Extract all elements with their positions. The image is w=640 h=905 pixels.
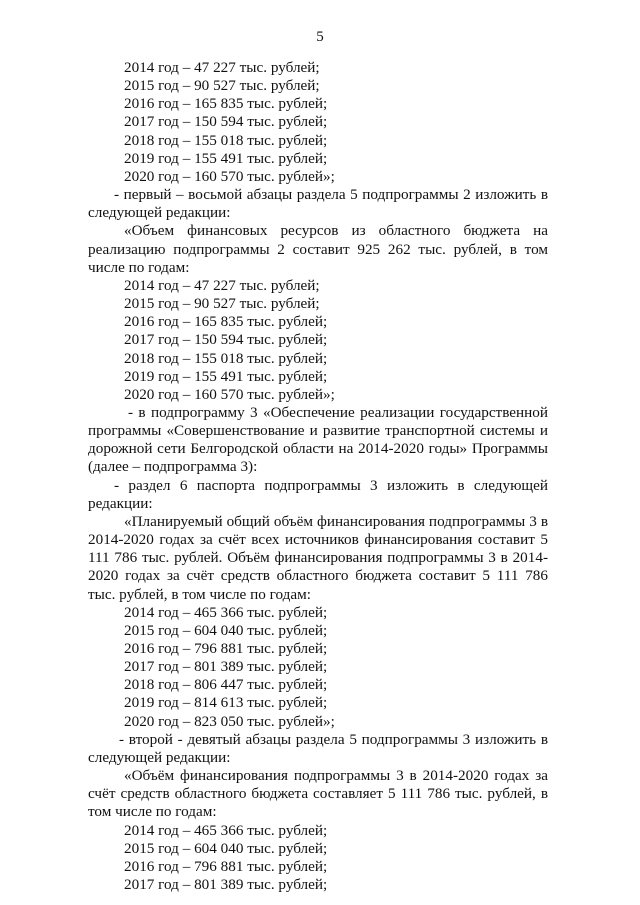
year-line: 2014 год – 465 366 тыс. рублей; xyxy=(124,603,328,621)
year-line: 2018 год – 806 447 тыс. рублей; xyxy=(124,676,328,694)
year-line: 2015 год – 604 040 тыс. рублей; xyxy=(124,839,328,857)
year-line: 2015 год – 90 527 тыс. рублей; xyxy=(124,77,320,95)
year-line: 2016 год – 165 835 тыс. рублей; xyxy=(124,313,328,331)
year-line: 2020 год – 160 570 тыс. рублей»; xyxy=(124,385,335,403)
quoted-paragraph: «Планируемый общий объём финансирования подпрограммы 3 в 2014-2020 годах за счёт всех источников финансирования составит 5 111 786 тыс. рублей. Объём финансирования подпрограммы 3 в 2014-2020 годах за счёт средств областного бюджета составит 5 111 786 тыс. рублей, в том числе по годам: xyxy=(88,512,548,603)
year-line: 2015 год – 604 040 тыс. рублей; xyxy=(124,621,328,639)
year-line: 2017 год – 150 594 тыс. рублей; xyxy=(124,331,328,349)
year-line: 2018 год – 155 018 тыс. рублей; xyxy=(124,349,328,367)
year-line: 2019 год – 155 491 тыс. рублей; xyxy=(124,149,328,167)
funding-list-subprogram2-part1 xyxy=(88,59,548,186)
year-line: 2016 год – 796 881 тыс. рублей; xyxy=(124,857,328,875)
funding-list-subprogram3-part2 xyxy=(88,822,548,895)
year-line: 2015 год – 90 527 тыс. рублей; xyxy=(124,295,320,313)
year-line: 2017 год – 801 389 тыс. рублей; xyxy=(124,876,328,894)
year-line: 2016 год – 165 835 тыс. рублей; xyxy=(124,95,328,113)
year-line: 2017 год – 150 594 тыс. рублей; xyxy=(124,113,328,131)
quoted-paragraph: «Объём финансирования подпрограммы 3 в 2014-2020 годах за счёт средств областного бюджета составляет 5 111 786 тыс. рублей, в том числе по годам: xyxy=(88,767,548,821)
amendment-paragraph: - второй - девятый абзацы раздела 5 подпрограммы 3 изложить в следующей редакции: xyxy=(88,730,548,766)
year-line: 2019 год – 155 491 тыс. рублей; xyxy=(124,367,328,385)
funding-list-subprogram3-part1 xyxy=(88,604,548,731)
year-line: 2017 год – 801 389 тыс. рублей; xyxy=(124,658,328,676)
amendment-paragraph: - в подпрограмму 3 «Обеспечение реализации государственной программы «Совершенствование и развитие транспортной системы и дорожной сети Белгородской области на 2014-2020 годы» Программы (далее – подпрограмма 3): xyxy=(88,403,548,476)
year-line: 2016 год – 796 881 тыс. рублей; xyxy=(124,640,328,657)
document-body xyxy=(88,59,548,894)
year-line: 2014 год – 47 227 тыс. рублей; xyxy=(124,276,320,294)
funding-list-subprogram2-part2 xyxy=(88,277,548,404)
year-line: 2014 год – 465 366 тыс. рублей; xyxy=(124,821,328,839)
quoted-paragraph: «Объем финансовых ресурсов из областного бюджета на реализацию подпрограммы 2 составит 925 262 тыс. рублей, в том числе по годам: xyxy=(88,222,548,276)
year-line: 2018 год – 155 018 тыс. рублей; xyxy=(124,131,328,149)
amendment-paragraph: - первый – восьмой абзацы раздела 5 подпрограммы 2 изложить в следующей редакции: xyxy=(88,186,548,222)
year-line: 2014 год – 47 227 тыс. рублей; xyxy=(124,59,320,76)
year-line: 2019 год – 814 613 тыс. рублей; xyxy=(124,694,328,712)
page-number: 5 xyxy=(316,29,324,45)
amendment-paragraph: - раздел 6 паспорта подпрограммы 3 изложить в следующей редакции: xyxy=(88,476,548,512)
year-line: 2020 год – 823 050 тыс. рублей»; xyxy=(124,712,335,730)
year-line: 2020 год – 160 570 тыс. рублей»; xyxy=(124,167,335,185)
